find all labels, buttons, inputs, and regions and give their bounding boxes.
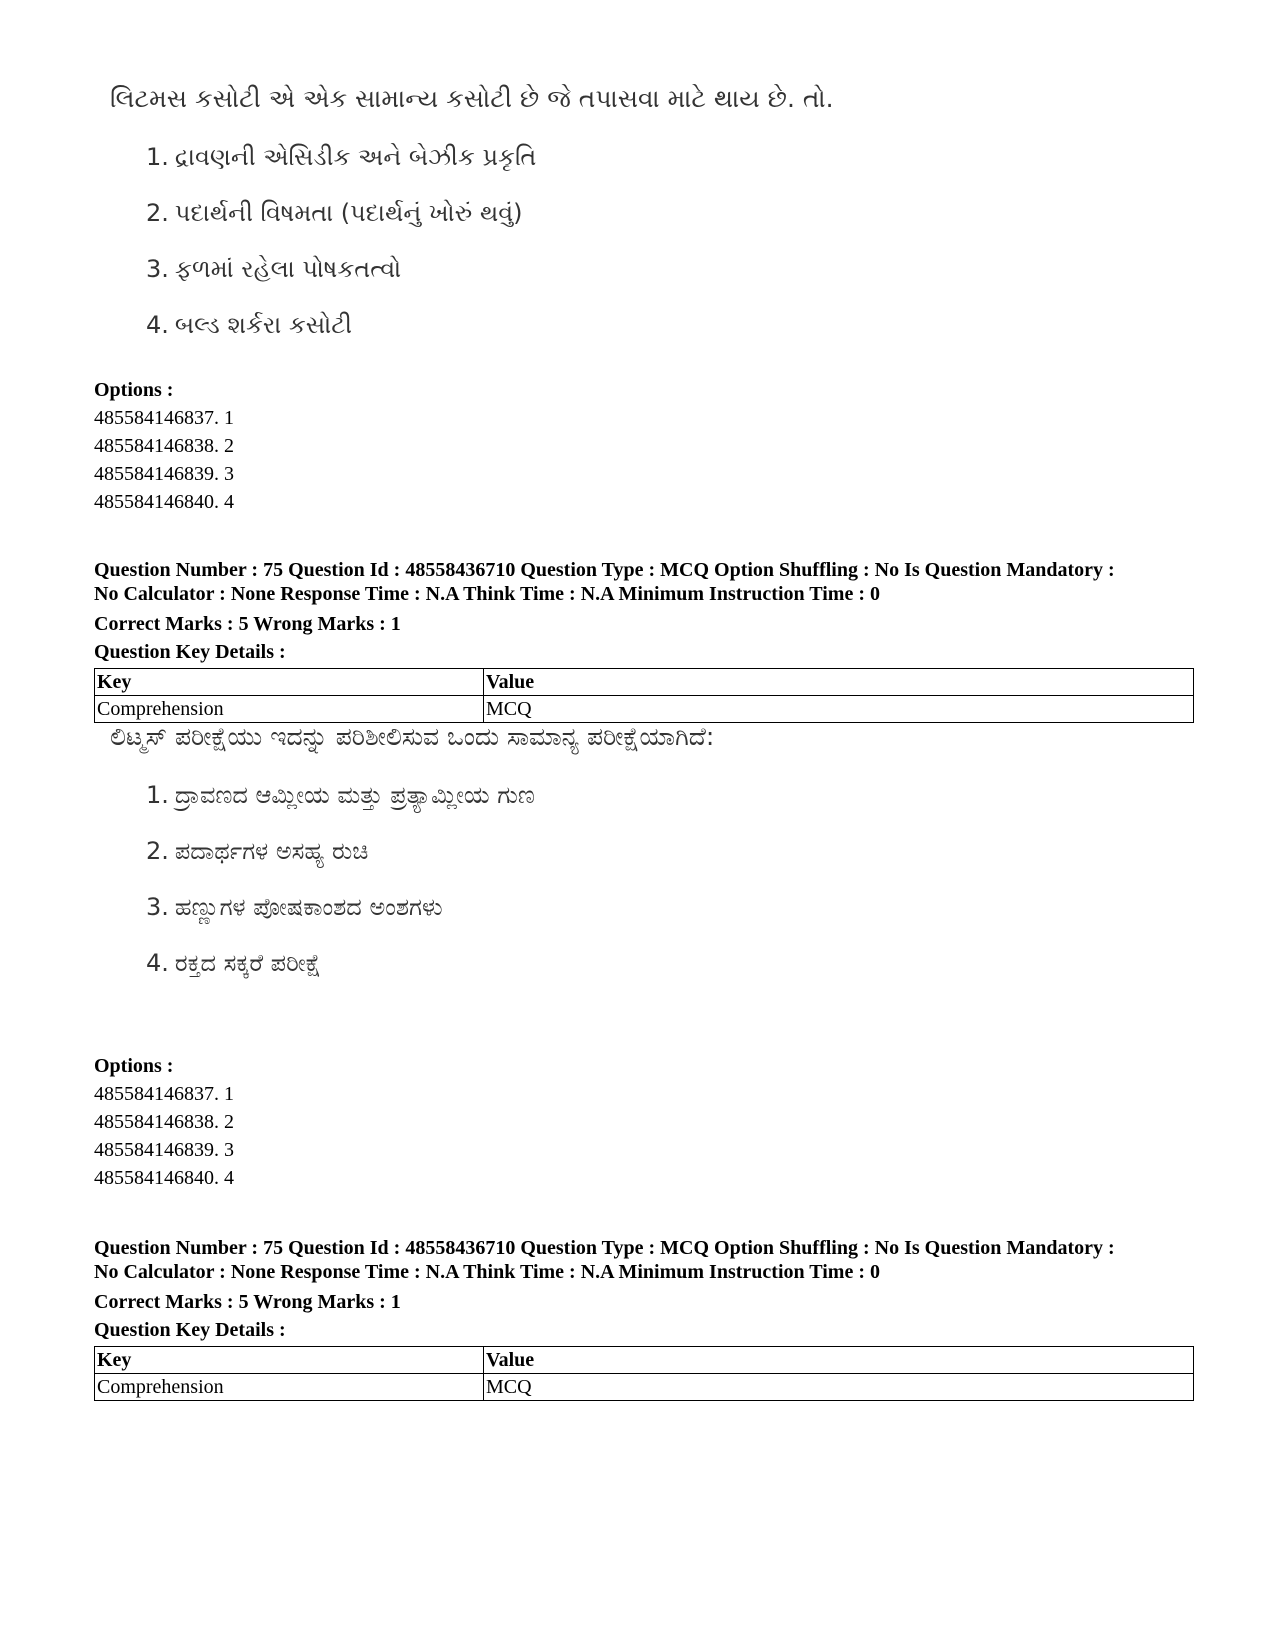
choice-number: 4. xyxy=(146,949,169,977)
choice-number: 1. xyxy=(146,781,169,809)
question-stem: ಲಿಟ್ಮಸ್ ಪರೀಕ್ಷೆಯು ಇದನ್ನು ಪರಿಶೀಲಿಸುವ ಒಂದು ಸಾಮಾನ್ಯ ಪರೀಕ್ಷೆಯಾಗಿದೆ: xyxy=(110,722,715,751)
options-list xyxy=(94,1052,1194,1192)
table-header-row xyxy=(95,1347,1194,1374)
options-list xyxy=(94,376,1194,516)
option-item: 485584146840. 4 xyxy=(94,491,234,513)
table-cell: MCQ xyxy=(484,1374,1194,1401)
question-meta-line: No Calculator : None Response Time : N.A Think Time : N.A Minimum Instruction Time : 0 xyxy=(94,583,880,605)
option-item: 485584146840. 4 xyxy=(94,1167,234,1189)
option-item: 485584146838. 2 xyxy=(94,435,234,457)
choice-text: ರಕ್ತದ ಸಕ್ಕರೆ ಪರೀಕ್ಷೆ xyxy=(174,949,322,977)
table-header-cell: Value xyxy=(484,1347,1194,1374)
option-item: 485584146839. 3 xyxy=(94,1139,234,1161)
choice-text: બલ્ડ શર્કરા કસોટી xyxy=(174,311,353,339)
question-choice xyxy=(146,892,714,922)
option-item: 485584146839. 3 xyxy=(94,463,234,485)
question-meta-line: No Calculator : None Response Time : N.A Think Time : N.A Minimum Instruction Time : 0 xyxy=(94,1261,880,1283)
question-choice xyxy=(146,836,714,866)
options-label: Options : xyxy=(94,379,174,401)
question-choice xyxy=(146,142,834,172)
choice-text: ಹಣ್ಣುಗಳ ಪೋಷಕಾಂಶದ ಅಂಶಗಳು xyxy=(174,893,443,921)
option-item: 485584146838. 2 xyxy=(94,1111,234,1133)
choice-number: 4. xyxy=(146,311,169,339)
question-meta-line: Question Number : 75 Question Id : 48558436710 Question Type : MCQ Option Shuffling : No Is Question Mandatory : xyxy=(94,1237,1115,1259)
table-header-cell: Key xyxy=(95,1347,484,1374)
option-item: 485584146837. 1 xyxy=(94,407,234,429)
choice-text: ફળમાં રહેલા પોષકતત્વો xyxy=(174,255,402,283)
options-label: Options : xyxy=(94,1055,174,1077)
question-choice xyxy=(146,780,714,810)
choice-text: ದ್ರಾವಣದ ಆಮ್ಲೀಯ ಮತ್ತು ಪ್ರತ್ಯಾಮ್ಲೀಯ ಗುಣ xyxy=(174,781,535,809)
question-choice xyxy=(146,310,834,340)
table-header-cell: Key xyxy=(95,669,484,696)
table-header-cell: Value xyxy=(484,669,1194,696)
key-details-label: Question Key Details : xyxy=(94,641,286,663)
table-cell: MCQ xyxy=(484,696,1194,723)
key-details-table xyxy=(94,1346,1194,1401)
question-choice xyxy=(146,198,834,228)
question-choice xyxy=(146,254,834,284)
table-cell: Comprehension xyxy=(95,696,484,723)
question-meta-line: Question Number : 75 Question Id : 48558436710 Question Type : MCQ Option Shuffling : No Is Question Mandatory : xyxy=(94,559,1115,581)
marks-line: Correct Marks : 5 Wrong Marks : 1 xyxy=(94,1291,401,1313)
question-metadata xyxy=(94,1236,1194,1401)
choice-number: 2. xyxy=(146,199,169,227)
choice-number: 2. xyxy=(146,837,169,865)
question-stem: લિટમસ કસોટી એ એક સામાન્ય કસોટી છે જે તપાસવા માટે થાય છે. તો. xyxy=(110,84,834,113)
question-image-kannada xyxy=(110,722,714,1004)
table-cell: Comprehension xyxy=(95,1374,484,1401)
choice-text: ಪದಾರ್ಥಗಳ ಅಸಹ್ಯ ರುಚಿ xyxy=(174,837,369,865)
question-metadata xyxy=(94,558,1194,723)
table-row xyxy=(95,696,1194,723)
choice-number: 1. xyxy=(146,143,169,171)
key-details-table xyxy=(94,668,1194,723)
choice-text: પદાર્થની વિષમતા (પદાર્થનું ખોરું થવું) xyxy=(174,199,523,227)
choice-text: દ્રાવણની એસિડીક અને બેઝીક પ્રકૃતિ xyxy=(174,143,537,171)
marks-line: Correct Marks : 5 Wrong Marks : 1 xyxy=(94,613,401,635)
key-details-label: Question Key Details : xyxy=(94,1319,286,1341)
table-row xyxy=(95,1374,1194,1401)
table-header-row xyxy=(95,669,1194,696)
question-image-gujarati xyxy=(110,84,834,366)
option-item: 485584146837. 1 xyxy=(94,1083,234,1105)
question-choice xyxy=(146,948,714,978)
choice-number: 3. xyxy=(146,255,169,283)
choice-number: 3. xyxy=(146,893,169,921)
